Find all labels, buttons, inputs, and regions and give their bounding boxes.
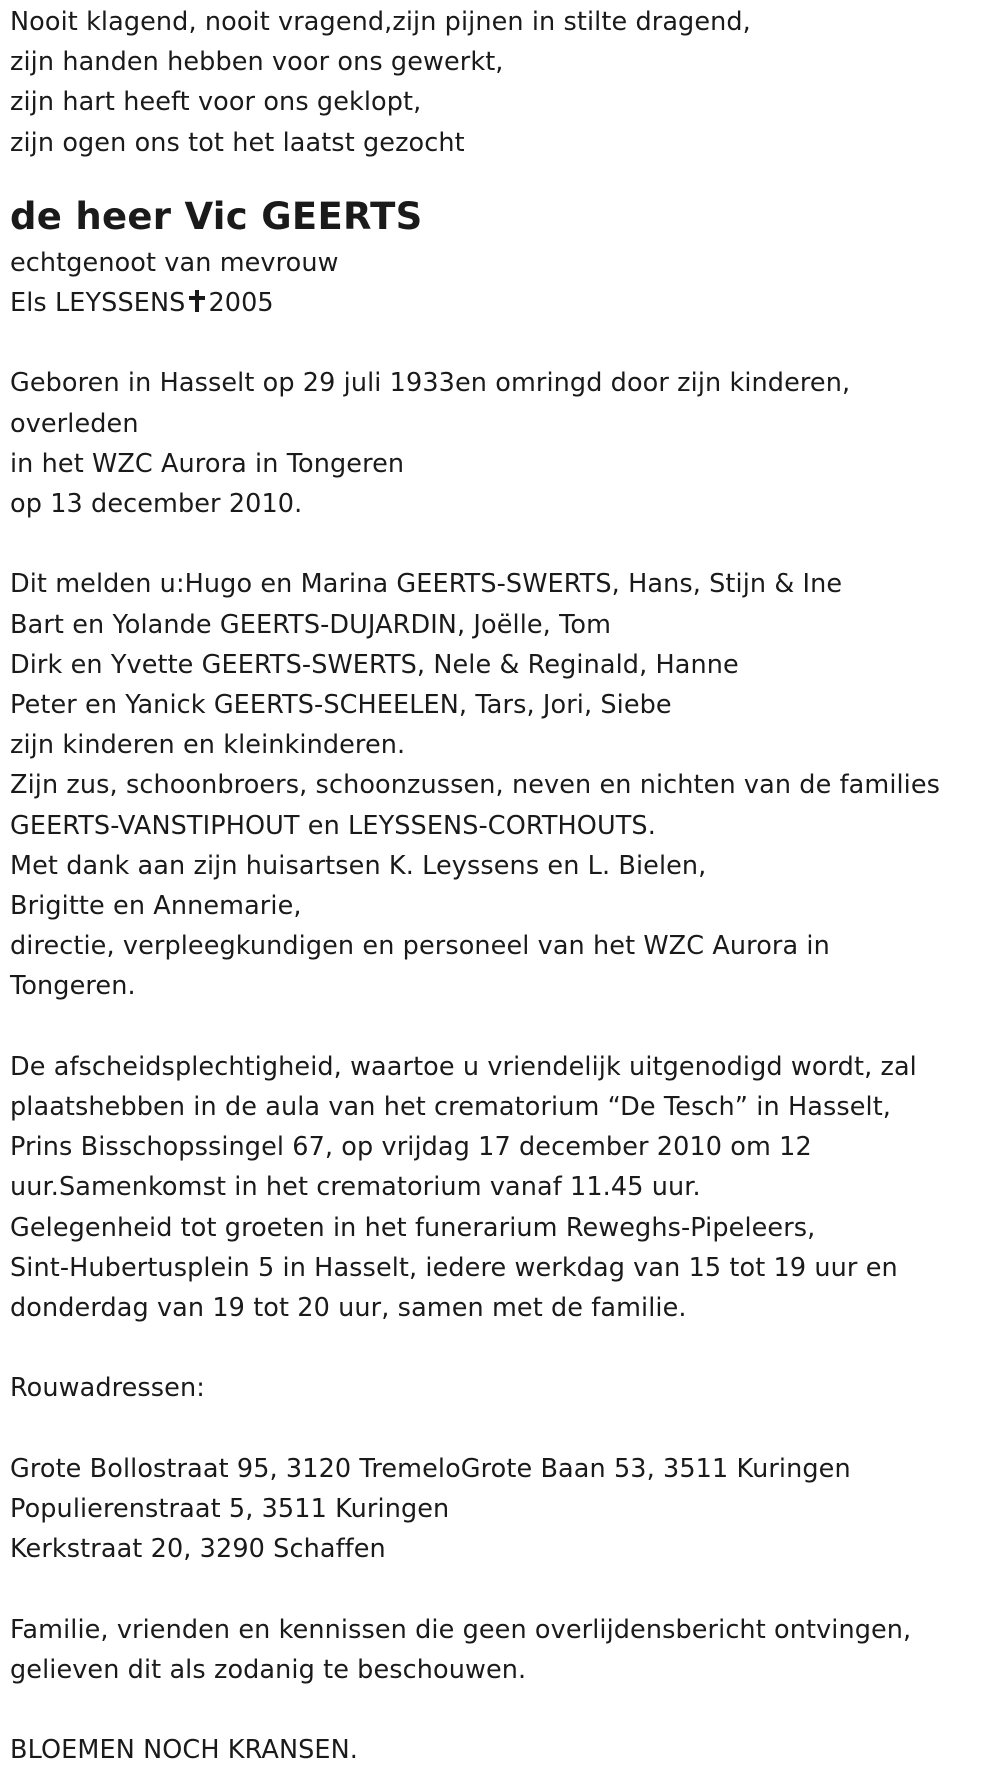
spacer (10, 1690, 990, 1730)
poem (10, 2, 990, 163)
spacer (10, 1409, 990, 1449)
ceremony-block (10, 1047, 990, 1328)
ceremony-line: Gelegenheid tot groeten in het funerarium Reweghs-Pipeleers, (10, 1212, 816, 1243)
birth-death-block (10, 363, 990, 524)
notice-block (10, 1610, 990, 1690)
birth-death-line: overleden (10, 408, 139, 439)
spacer (10, 524, 990, 564)
poem-line: zijn hart heeft voor ons geklopt, (10, 87, 422, 118)
birth-death-line: in het WZC Aurora in Tongeren (10, 448, 405, 479)
family-line: zijn kinderen en kleinkinderen. (10, 730, 406, 761)
family-line: Tongeren. (10, 971, 136, 1002)
cross-icon (189, 290, 205, 312)
poem-line: Nooit klagend, nooit vragend,zijn pijnen in stilte dragend, (10, 7, 751, 37)
spouse-block (10, 243, 990, 323)
ceremony-line: uur.Samenkomst in het crematorium vanaf 11.45 uur. (10, 1172, 701, 1203)
family-line: directie, verpleegkundigen en personeel van het WZC Aurora in (10, 931, 830, 962)
spouse-name: Els LEYSSENS (10, 288, 186, 319)
closing-line: BLOEMEN NOCH KRANSEN. (10, 1735, 359, 1766)
spouse-line: echtgenoot van mevrouw (10, 247, 339, 278)
family-line: Met dank aan zijn huisartsen K. Leyssens en L. Bielen, (10, 850, 707, 881)
ceremony-line: donderdag van 19 tot 20 uur, samen met de familie. (10, 1293, 687, 1324)
family-line: Dirk en Yvette GEERTS-SWERTS, Nele & Reginald, Hanne (10, 649, 739, 680)
family-line: Bart en Yolande GEERTS-DUJARDIN, Joëlle, Tom (10, 609, 612, 640)
spouse-name-line (10, 283, 990, 323)
birth-death-line: op 13 december 2010. (10, 489, 303, 520)
family-line: Brigitte en Annemarie, (10, 891, 302, 922)
family-line: Peter en Yanick GEERTS-SCHEELEN, Tars, Jori, Siebe (10, 690, 672, 721)
family-line: Dit melden u:Hugo en Marina GEERTS-SWERTS, Hans, Stijn & Ine (10, 569, 843, 600)
family-line: GEERTS-VANSTIPHOUT en LEYSSENS-CORTHOUTS. (10, 810, 656, 841)
spacer (10, 1328, 990, 1368)
deceased-name: de heer Vic GEERTS (10, 194, 423, 238)
spacer (10, 1007, 990, 1047)
ceremony-line: Prins Bisschopssingel 67, op vrijdag 17 december 2010 om 12 (10, 1132, 812, 1163)
spouse-death-year: 2005 (208, 288, 274, 319)
family-line: Zijn zus, schoonbroers, schoonzussen, neven en nichten van de families (10, 770, 941, 801)
poem-line: zijn ogen ons tot het laatst gezocht (10, 127, 465, 158)
notice-line: Familie, vrienden en kennissen die geen overlijdensbericht ontvingen, (10, 1614, 912, 1645)
address-line: Grote Bollostraat 95, 3120 TremeloGrote Baan 53, 3511 Kuringen (10, 1453, 851, 1484)
family-block (10, 564, 990, 1006)
address-line: Populierenstraat 5, 3511 Kuringen (10, 1494, 450, 1525)
birth-death-line: Geboren in Hasselt op 29 juli 1933en omringd door zijn kinderen, (10, 368, 851, 399)
spacer (10, 1569, 990, 1609)
address-line: Kerkstraat 20, 3290 Schaffen (10, 1534, 386, 1565)
ceremony-line: Sint-Hubertusplein 5 in Hasselt, iedere werkdag van 15 tot 19 uur en (10, 1252, 898, 1283)
obituary-document (10, 0, 990, 1770)
addresses-block (10, 1449, 990, 1570)
ceremony-line: De afscheidsplechtigheid, waartoe u vriendelijk uitgenodigd wordt, zal (10, 1051, 917, 1082)
spacer (10, 323, 990, 363)
notice-line: gelieven dit als zodanig te beschouwen. (10, 1654, 527, 1685)
poem-line: zijn handen hebben voor ons gewerkt, (10, 47, 504, 78)
addresses-heading: Rouwadressen: (10, 1373, 205, 1404)
ceremony-line: plaatshebben in de aula van het crematorium “De Tesch” in Hasselt, (10, 1092, 892, 1123)
